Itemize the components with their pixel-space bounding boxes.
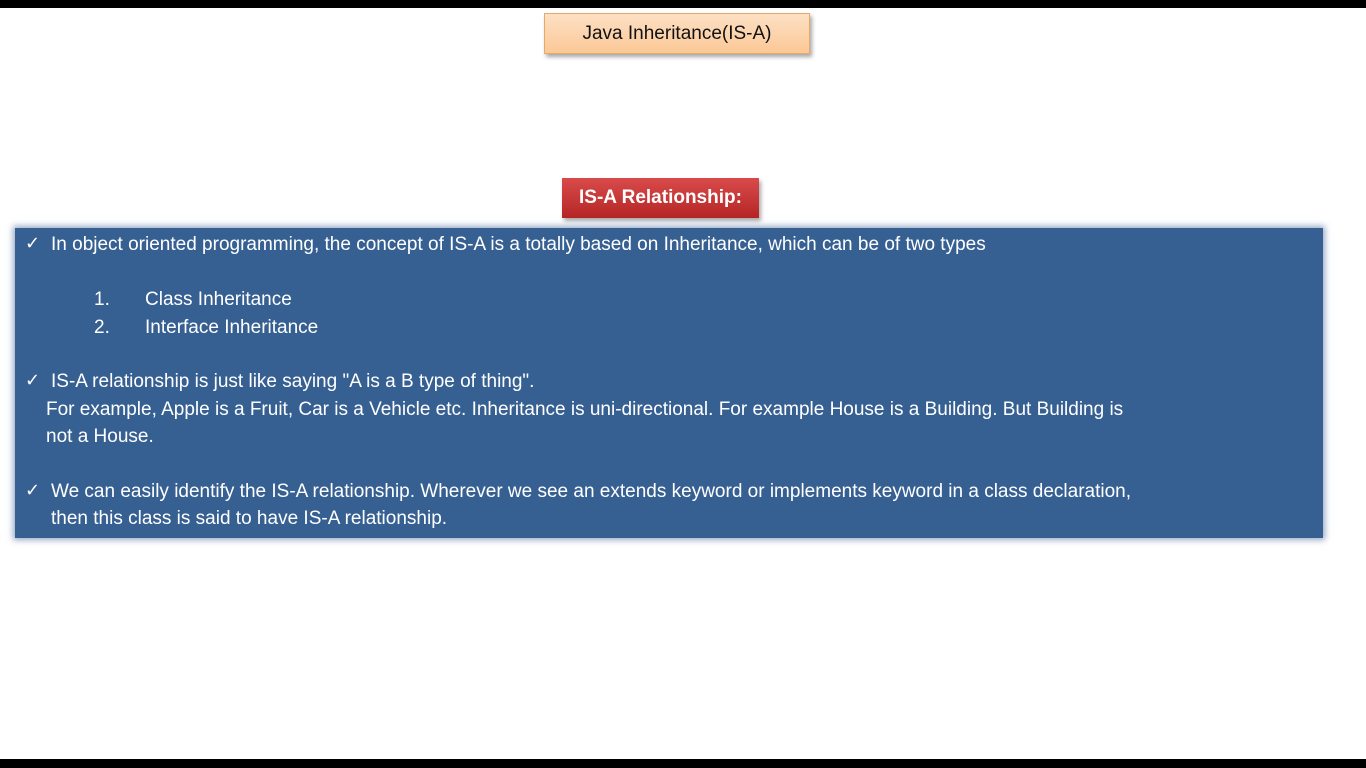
- bullet-2-line-3: not a House.: [46, 426, 154, 447]
- slide: [0, 8, 1366, 759]
- list-item-label: Interface Inheritance: [145, 317, 319, 338]
- checkmark-icon: ✓: [25, 480, 41, 500]
- section-title-box: [562, 178, 759, 218]
- content-panel: [15, 228, 1323, 538]
- slide-title-box: [544, 13, 810, 54]
- list-item-label: Class Inheritance: [145, 289, 292, 310]
- bullet-3-line-1: We can easily identify the IS-A relationship. Wherever we see an extends keyword or implements keyword in a class declaration,: [51, 481, 1131, 502]
- bullet-2-line-2: For example, Apple is a Fruit, Car is a Vehicle etc. Inheritance is uni-directional. For example House is a Building. But Building is: [46, 399, 1124, 420]
- checkmark-icon: ✓: [25, 233, 41, 253]
- bullet-2-text: IS-A relationship is just like saying "A is a B type of thing".: [51, 371, 535, 392]
- bullet-3-line-2: then this class is said to have IS-A relationship.: [51, 508, 448, 529]
- section-title: IS-A Relationship:: [579, 187, 742, 208]
- list-item-number: 1.: [94, 289, 110, 310]
- checkmark-icon: ✓: [25, 370, 41, 390]
- bullet-1-text: In object oriented programming, the concept of IS-A is a totally based on Inheritance, which can be of two types: [51, 234, 986, 255]
- slide-title: Java Inheritance(IS-A): [582, 22, 772, 44]
- list-item-number: 2.: [94, 317, 110, 338]
